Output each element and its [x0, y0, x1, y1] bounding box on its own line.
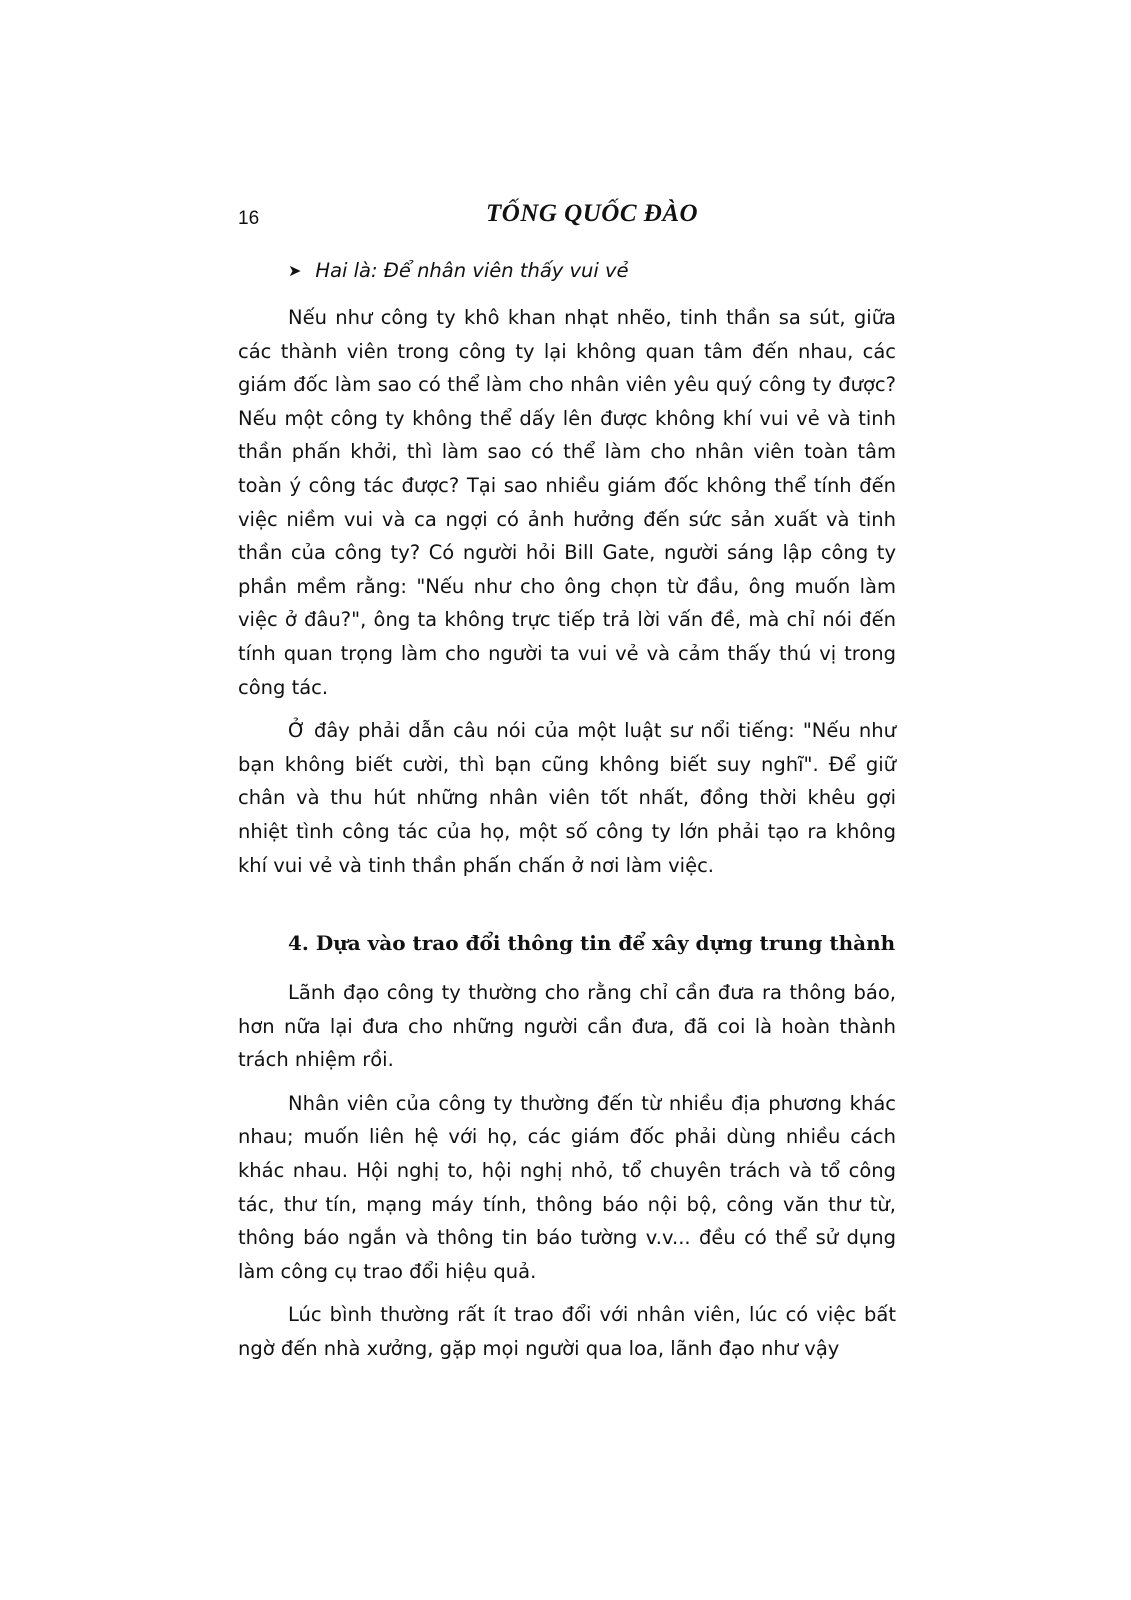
- section-heading: 4. Dựa vào trao đổi thông tin để xây dựng trung thành: [288, 931, 896, 955]
- body-text-bottom: [238, 976, 896, 1366]
- paragraph: Lãnh đạo công ty thường cho rằng chỉ cần đưa ra thông báo, hơn nữa lại đưa cho những người cần đưa, đã coi là hoàn thành trách nhiệm rồi.: [238, 981, 896, 1072]
- paragraph: Nếu như công ty khô khan nhạt nhẽo, tinh thần sa sút, giữa các thành viên trong công ty lại không quan tâm đến nhau, các giám đốc làm sao có thể làm cho nhân viên yêu quý công ty được? Nếu một công ty không thể dấy lên được không khí vui vẻ và tinh thần phấn khởi, thì làm sao có thể làm cho nhân viên toàn tâm toàn ý công tác được? Tại sao nhiều giám đốc không thể tính đến việc niềm vui và ca ngợi có ảnh hưởng đến sức sản xuất và tinh thần của công ty? Có người hỏi Bill Gate, người sáng lập công ty phần mềm rằng: "Nếu như cho ông chọn từ đầu, ông muốn làm việc ở đâu?", ông ta không trực tiếp trả lời vấn đề, mà chỉ nói đến tính quan trọng làm cho người ta vui vẻ và cảm thấy thú vị trong công tác.: [238, 306, 896, 699]
- paragraph: Nhân viên của công ty thường đến từ nhiều địa phương khác nhau; muốn liên hệ với họ, các giám đốc phải dùng nhiều cách khác nhau. Hội nghị to, hội nghị nhỏ, tổ chuyên trách và tổ công tác, thư tín, mạng máy tính, thông báo nội bộ, công văn thư từ, thông báo ngắn và thông tin báo tường v.v... đều có thể sử dụng làm công cụ trao đổi hiệu quả.: [238, 1091, 896, 1283]
- running-title: TỐNG QUỐC ĐÀO: [486, 200, 699, 227]
- body-text-top: [238, 301, 896, 882]
- paragraph: Ở đây phải dẫn câu nói của một luật sư nổi tiếng: "Nếu như bạn không biết cười, thì bạn cũng không biết suy nghĩ". Để giữ chân và thu hút những nhân viên tốt nhất, đồng thời khêu gợi nhiệt tình công tác của họ, một số công ty lớn phải tạo ra không khí vui vẻ và tinh thần phấn chấn ở nơi làm việc.: [238, 719, 896, 877]
- page-number: 16: [238, 208, 260, 229]
- bullet-text: Hai là: Để nhân viên thấy vui vẻ: [315, 259, 629, 282]
- bullet-item: [288, 259, 629, 282]
- page-header: [238, 200, 896, 240]
- paragraph: Lúc bình thường rất ít trao đổi với nhân viên, lúc có việc bất ngờ đến nhà xưởng, gặp mọi người qua loa, lãnh đạo như vậy: [238, 1303, 896, 1360]
- arrow-bullet-icon: ➤: [288, 261, 302, 280]
